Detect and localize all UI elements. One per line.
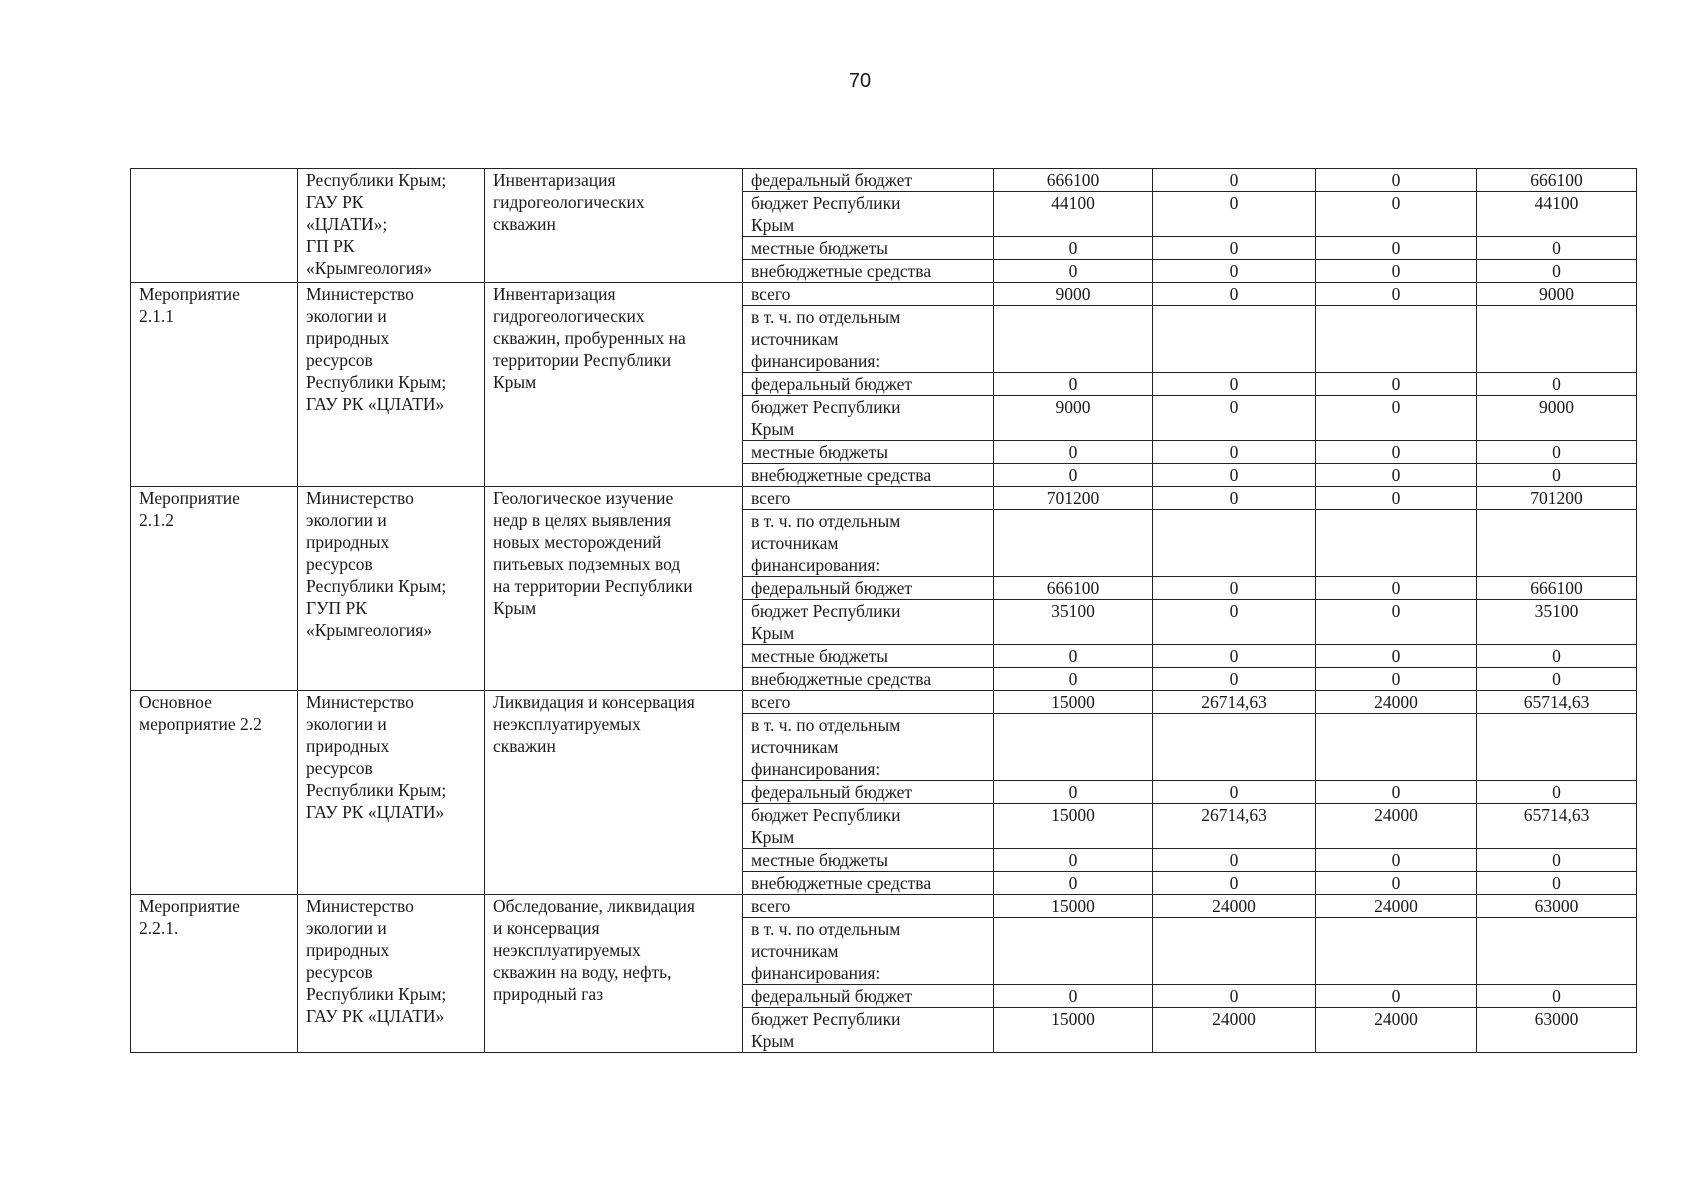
value-cell-year-1: 0 xyxy=(994,373,1153,396)
value-cell-year-1 xyxy=(994,510,1153,577)
value-cell-year-3: 0 xyxy=(1316,781,1477,804)
funding-source-cell: местные бюджеты xyxy=(743,441,994,464)
funding-source-cell: в т. ч. по отдельным источникам финансирования: xyxy=(743,918,994,985)
table-row xyxy=(131,691,1637,714)
value-cell-year-2: 0 xyxy=(1153,237,1316,260)
value-cell-year-3: 0 xyxy=(1316,985,1477,1008)
value-cell-year-2: 24000 xyxy=(1153,1008,1316,1053)
table-row xyxy=(131,169,1637,192)
value-cell-year-1 xyxy=(994,306,1153,373)
value-cell-year-3: 24000 xyxy=(1316,895,1477,918)
value-cell-year-1 xyxy=(994,918,1153,985)
value-cell-total: 0 xyxy=(1477,645,1637,668)
table-row xyxy=(131,487,1637,510)
value-cell-total xyxy=(1477,714,1637,781)
value-cell-year-1: 15000 xyxy=(994,1008,1153,1053)
funding-source-cell: в т. ч. по отдельным источникам финансирования: xyxy=(743,714,994,781)
value-cell-year-3: 0 xyxy=(1316,668,1477,691)
value-cell-year-3: 0 xyxy=(1316,396,1477,441)
value-cell-total: 666100 xyxy=(1477,169,1637,192)
value-cell-year-2: 0 xyxy=(1153,577,1316,600)
funding-source-cell: бюджет Республики Крым xyxy=(743,1008,994,1053)
value-cell-year-3: 0 xyxy=(1316,487,1477,510)
funding-source-cell: местные бюджеты xyxy=(743,237,994,260)
funding-source-cell: всего xyxy=(743,283,994,306)
value-cell-year-1: 9000 xyxy=(994,283,1153,306)
value-cell-year-1: 701200 xyxy=(994,487,1153,510)
value-cell-year-1: 0 xyxy=(994,668,1153,691)
measure-cell: Мероприятие 2.1.2 xyxy=(131,487,298,691)
value-cell-year-2: 0 xyxy=(1153,441,1316,464)
value-cell-total: 35100 xyxy=(1477,600,1637,645)
value-cell-year-3: 0 xyxy=(1316,600,1477,645)
value-cell-year-1 xyxy=(994,714,1153,781)
value-cell-year-1: 15000 xyxy=(994,895,1153,918)
funding-source-cell: местные бюджеты xyxy=(743,849,994,872)
measure-cell: Основное мероприятие 2.2 xyxy=(131,691,298,895)
executor-cell: Министерство экологии и природных ресурсов Республики Крым; ГАУ РК «ЦЛАТИ» xyxy=(298,283,485,487)
value-cell-year-1: 0 xyxy=(994,441,1153,464)
value-cell-year-1: 0 xyxy=(994,872,1153,895)
value-cell-year-3 xyxy=(1316,918,1477,985)
value-cell-year-1: 0 xyxy=(994,985,1153,1008)
value-cell-total xyxy=(1477,306,1637,373)
value-cell-year-3: 0 xyxy=(1316,645,1477,668)
funding-source-cell: местные бюджеты xyxy=(743,645,994,668)
value-cell-year-2: 0 xyxy=(1153,396,1316,441)
value-cell-year-1: 0 xyxy=(994,645,1153,668)
value-cell-total: 9000 xyxy=(1477,396,1637,441)
value-cell-total: 0 xyxy=(1477,260,1637,283)
value-cell-year-3: 0 xyxy=(1316,577,1477,600)
value-cell-year-3: 0 xyxy=(1316,373,1477,396)
value-cell-year-2: 0 xyxy=(1153,781,1316,804)
funding-source-cell: бюджет Республики Крым xyxy=(743,192,994,237)
table-row xyxy=(131,283,1637,306)
value-cell-year-1: 666100 xyxy=(994,169,1153,192)
value-cell-year-1: 15000 xyxy=(994,691,1153,714)
value-cell-total: 9000 xyxy=(1477,283,1637,306)
value-cell-year-3: 0 xyxy=(1316,237,1477,260)
value-cell-year-2: 0 xyxy=(1153,487,1316,510)
funding-source-cell: внебюджетные средства xyxy=(743,260,994,283)
value-cell-year-1: 15000 xyxy=(994,804,1153,849)
value-cell-total: 0 xyxy=(1477,985,1637,1008)
funding-source-cell: всего xyxy=(743,895,994,918)
executor-cell: Республики Крым; ГАУ РК «ЦЛАТИ»; ГП РК «Крымгеология» xyxy=(298,169,485,283)
description-cell: Геологическое изучение недр в целях выявления новых месторождений питьевых подземных вод на территории Республики Крым xyxy=(485,487,743,691)
value-cell-total: 0 xyxy=(1477,668,1637,691)
value-cell-total: 0 xyxy=(1477,373,1637,396)
funding-source-cell: в т. ч. по отдельным источникам финансирования: xyxy=(743,306,994,373)
measure-cell: Мероприятие 2.1.1 xyxy=(131,283,298,487)
funding-source-cell: бюджет Республики Крым xyxy=(743,396,994,441)
value-cell-year-2 xyxy=(1153,714,1316,781)
executor-cell: Министерство экологии и природных ресурсов Республики Крым; ГАУ РК «ЦЛАТИ» xyxy=(298,895,485,1053)
value-cell-year-3: 0 xyxy=(1316,169,1477,192)
measure-cell xyxy=(131,169,298,283)
value-cell-year-2: 0 xyxy=(1153,668,1316,691)
value-cell-total: 65714,63 xyxy=(1477,691,1637,714)
funding-source-cell: внебюджетные средства xyxy=(743,464,994,487)
measure-cell: Мероприятие 2.2.1. xyxy=(131,895,298,1053)
description-cell: Ликвидация и консервация неэксплуатируемых скважин xyxy=(485,691,743,895)
funding-source-cell: бюджет Республики Крым xyxy=(743,804,994,849)
value-cell-year-2: 0 xyxy=(1153,600,1316,645)
executor-cell: Министерство экологии и природных ресурсов Республики Крым; ГАУ РК «ЦЛАТИ» xyxy=(298,691,485,895)
value-cell-year-2 xyxy=(1153,510,1316,577)
funding-source-cell: федеральный бюджет xyxy=(743,577,994,600)
value-cell-year-2: 0 xyxy=(1153,192,1316,237)
funding-source-cell: федеральный бюджет xyxy=(743,373,994,396)
value-cell-year-1: 666100 xyxy=(994,577,1153,600)
description-cell: Инвентаризация гидрогеологических скважин, пробуренных на территории Республики Крым xyxy=(485,283,743,487)
description-cell: Обследование, ликвидация и консервация неэксплуатируемых скважин на воду, нефть, природный газ xyxy=(485,895,743,1053)
description-cell: Инвентаризация гидрогеологических скважин xyxy=(485,169,743,283)
value-cell-year-1: 0 xyxy=(994,237,1153,260)
value-cell-year-2: 0 xyxy=(1153,373,1316,396)
value-cell-year-3: 0 xyxy=(1316,283,1477,306)
funding-source-cell: в т. ч. по отдельным источникам финансирования: xyxy=(743,510,994,577)
value-cell-year-2: 24000 xyxy=(1153,895,1316,918)
page-number: 70 xyxy=(848,70,872,92)
value-cell-year-1: 0 xyxy=(994,464,1153,487)
value-cell-year-3 xyxy=(1316,714,1477,781)
value-cell-total: 63000 xyxy=(1477,895,1637,918)
table-row xyxy=(131,895,1637,918)
value-cell-year-1: 9000 xyxy=(994,396,1153,441)
value-cell-total xyxy=(1477,918,1637,985)
value-cell-total: 701200 xyxy=(1477,487,1637,510)
value-cell-year-2: 26714,63 xyxy=(1153,804,1316,849)
value-cell-total xyxy=(1477,510,1637,577)
value-cell-total: 666100 xyxy=(1477,577,1637,600)
value-cell-year-2: 26714,63 xyxy=(1153,691,1316,714)
value-cell-year-3: 0 xyxy=(1316,872,1477,895)
value-cell-year-3: 0 xyxy=(1316,464,1477,487)
value-cell-year-1: 0 xyxy=(994,781,1153,804)
value-cell-total: 65714,63 xyxy=(1477,804,1637,849)
funding-source-cell: всего xyxy=(743,691,994,714)
value-cell-year-2: 0 xyxy=(1153,260,1316,283)
value-cell-year-2: 0 xyxy=(1153,464,1316,487)
value-cell-year-3 xyxy=(1316,306,1477,373)
funding-table xyxy=(130,168,1637,1053)
value-cell-year-3: 0 xyxy=(1316,192,1477,237)
value-cell-total: 63000 xyxy=(1477,1008,1637,1053)
value-cell-year-1: 0 xyxy=(994,260,1153,283)
value-cell-year-2: 0 xyxy=(1153,169,1316,192)
funding-source-cell: федеральный бюджет xyxy=(743,169,994,192)
value-cell-total: 0 xyxy=(1477,872,1637,895)
funding-source-cell: внебюджетные средства xyxy=(743,872,994,895)
funding-source-cell: всего xyxy=(743,487,994,510)
value-cell-year-3: 0 xyxy=(1316,441,1477,464)
value-cell-total: 0 xyxy=(1477,464,1637,487)
value-cell-year-1: 35100 xyxy=(994,600,1153,645)
value-cell-total: 0 xyxy=(1477,781,1637,804)
value-cell-year-2: 0 xyxy=(1153,283,1316,306)
funding-source-cell: бюджет Республики Крым xyxy=(743,600,994,645)
value-cell-year-1: 44100 xyxy=(994,192,1153,237)
value-cell-year-2: 0 xyxy=(1153,645,1316,668)
funding-source-cell: федеральный бюджет xyxy=(743,781,994,804)
value-cell-year-3: 24000 xyxy=(1316,804,1477,849)
value-cell-year-3: 0 xyxy=(1316,260,1477,283)
value-cell-year-2 xyxy=(1153,918,1316,985)
funding-source-cell: внебюджетные средства xyxy=(743,668,994,691)
value-cell-year-3: 24000 xyxy=(1316,691,1477,714)
value-cell-total: 0 xyxy=(1477,237,1637,260)
executor-cell: Министерство экологии и природных ресурсов Республики Крым; ГУП РК «Крымгеология» xyxy=(298,487,485,691)
value-cell-year-3: 24000 xyxy=(1316,1008,1477,1053)
value-cell-total: 0 xyxy=(1477,849,1637,872)
funding-source-cell: федеральный бюджет xyxy=(743,985,994,1008)
value-cell-year-2: 0 xyxy=(1153,872,1316,895)
value-cell-year-1: 0 xyxy=(994,849,1153,872)
value-cell-year-2: 0 xyxy=(1153,849,1316,872)
value-cell-year-2: 0 xyxy=(1153,985,1316,1008)
value-cell-year-2 xyxy=(1153,306,1316,373)
value-cell-total: 44100 xyxy=(1477,192,1637,237)
value-cell-year-3: 0 xyxy=(1316,849,1477,872)
value-cell-year-3 xyxy=(1316,510,1477,577)
value-cell-total: 0 xyxy=(1477,441,1637,464)
